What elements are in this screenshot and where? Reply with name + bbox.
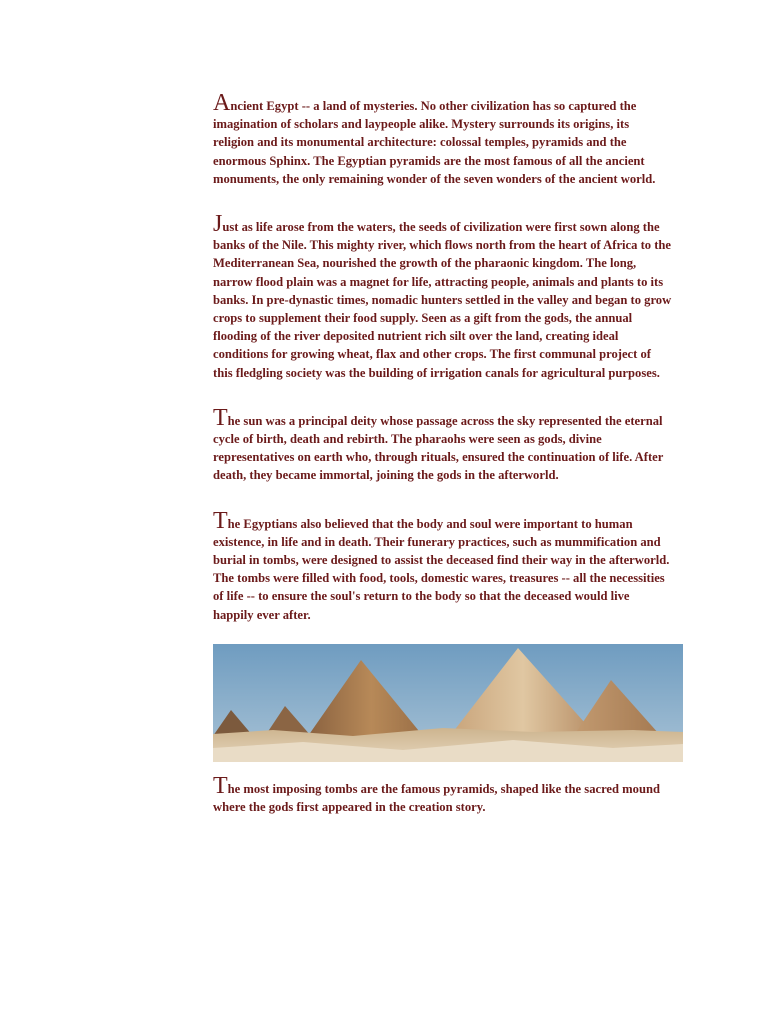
pyramids-photo — [213, 644, 683, 762]
paragraph-text: he Egyptians also believed that the body and soul were important to human existence, in life and in death. Their funerary practices, such as mummification and burial in tombs, were designed to assist the deceased find their way in the afterworld. The tombs were filled with food, tools, domestic wares, treasures -- all the necessities of life -- to ensure the soul's return to the body so that the deceased would live happily ever after. — [213, 516, 670, 622]
drop-cap: T — [213, 507, 228, 534]
paragraph-text: he most imposing tombs are the famous pyramids, shaped like the sacred mound where the gods first appeared in the creation story. — [213, 781, 660, 815]
paragraph-text: ust as life arose from the waters, the seeds of civilization were first sown along the banks of the Nile. This mighty river, which flows north from the heart of Africa to the Mediterranean Sea, nourished the growth of the pharaonic kingdom. The long, narrow flood plain was a magnet for life, attracting people, animals and plants to its banks. In pre-dynastic times, nomadic hunters settled in the valley and began to grow crops to supplement their food supply. Seen as a gift from the gods, the annual flooding of the river deposited nutrient rich silt over the land, creating ideal conditions for growing wheat, flax and other crops. The first communal project of this fledgling society was the building of irrigation canals for agricultural purposes. — [213, 220, 672, 380]
paragraph-sun — [213, 404, 673, 485]
drop-cap: T — [213, 404, 228, 431]
paragraph-text: he sun was a principal deity whose passage across the sky represented the eternal cycle of birth, death and rebirth. The pharaohs were seen as gods, divine representatives on earth who, through rituals, ensured the continuation of life. After death, they became immortal, joining the gods in the afterworld. — [213, 413, 664, 483]
drop-cap: A — [213, 90, 231, 116]
paragraph-pyramids — [213, 772, 673, 816]
paragraph-intro — [213, 90, 673, 188]
drop-cap: T — [213, 772, 228, 799]
paragraph-text: ncient Egypt -- a land of mysteries. No other civilization has so captured the imagination of scholars and laypeople alike. Mystery surrounds its origins, its religion and its monumental architecture: colossal temples, pyramids and the enormous Sphinx. The Egyptian pyramids are the most famous of all the ancient monuments, the only remaining wonder of the seven wonders of the ancient world. — [213, 99, 656, 186]
drop-cap: J — [213, 211, 223, 238]
document-body — [213, 90, 673, 846]
paragraph-funerary — [213, 507, 673, 624]
paragraph-nile — [213, 211, 673, 382]
